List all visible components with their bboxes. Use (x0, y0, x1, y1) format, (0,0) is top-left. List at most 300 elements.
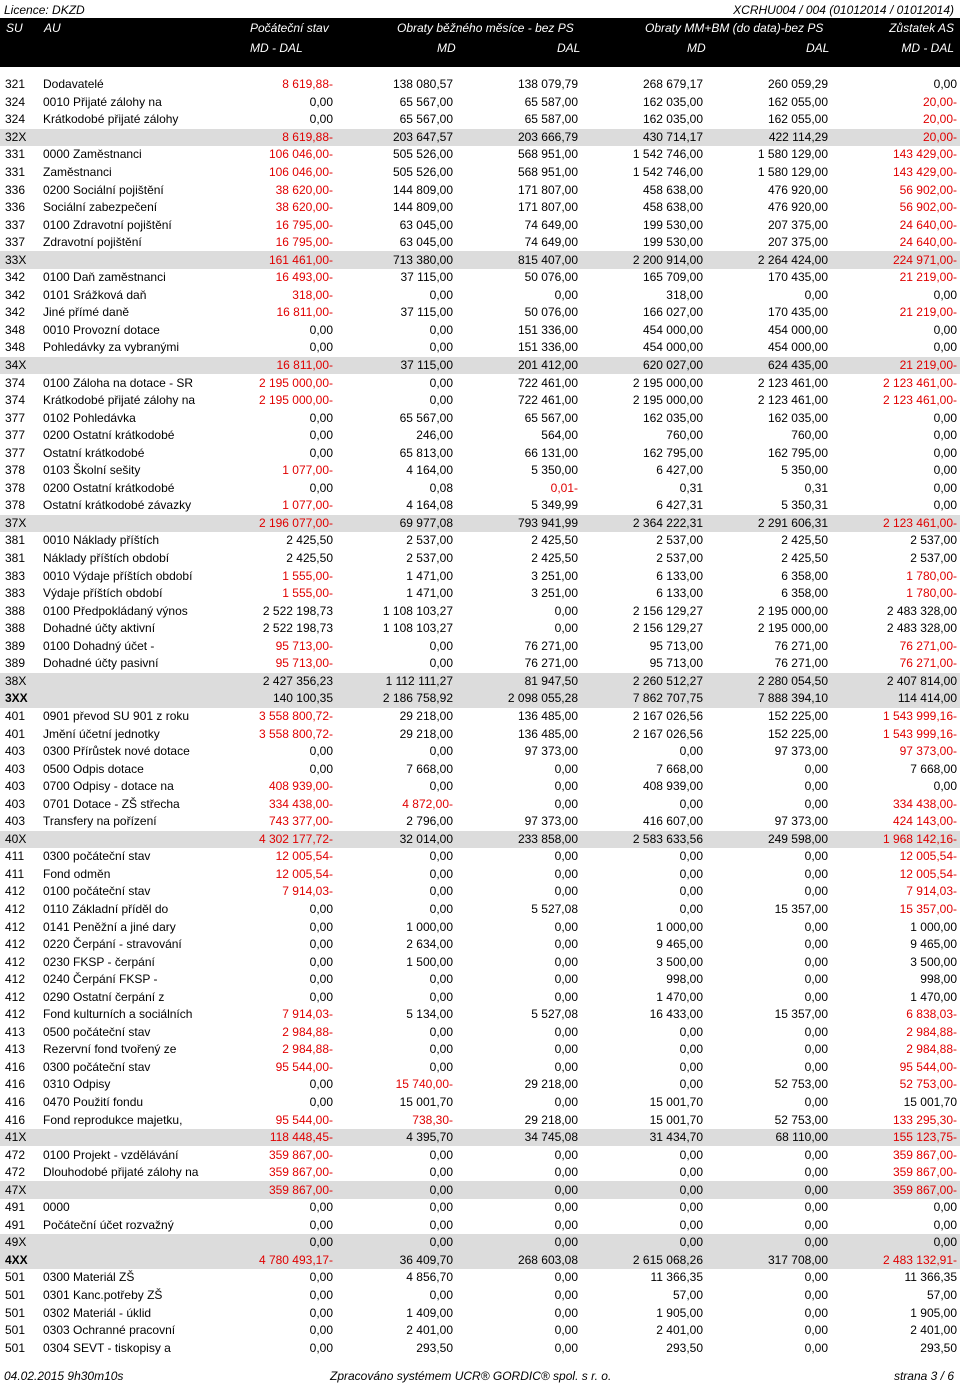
cell-cum-md: 3 500,00 (656, 954, 703, 969)
cell-account-name (40, 129, 236, 147)
cell-opening-balance: 0,00 (309, 1288, 333, 1302)
cell-opening-balance: 95 544,00- (275, 1059, 333, 1074)
cell-cum-md: 0,00 (679, 1077, 703, 1092)
cell-opening-balance: 38 620,00- (275, 182, 333, 197)
cell-su: 331 (5, 165, 26, 179)
cell-month-dal: 0,00 (554, 937, 578, 952)
cell-account-name: Jiné přímé daně (43, 305, 130, 320)
cell-su: 401 (5, 708, 26, 723)
cell-account-name (40, 1252, 236, 1270)
cell-account-name: 0302 Materiál - úklid (43, 1305, 152, 1320)
cell-closing-balance: 6 838,03- (906, 1007, 957, 1022)
cell-closing-balance: 293,50 (920, 1340, 957, 1355)
cell-cum-dal: 317 708,00 (706, 1252, 831, 1270)
cell-cum-md: 1 470,00 (656, 989, 703, 1004)
cell-closing-balance: 0,00 (933, 445, 957, 460)
cell-cum-dal: 52 753,00 (774, 1112, 828, 1127)
cell-su: 491 (5, 1217, 26, 1232)
cell-account-name: 0304 SEVT - tiskopisy a (43, 1340, 171, 1355)
cell-su: 472 (5, 1165, 26, 1180)
cell-month-dal: 0,00 (554, 1094, 578, 1109)
cell-cum-dal: 0,00 (804, 1147, 828, 1162)
cell-opening-balance: 7 914,03- (282, 884, 333, 899)
cell-cum-dal: 162 795,00 (767, 445, 828, 460)
cell-closing-balance: 24 640,00- (899, 235, 957, 250)
table-row (0, 392, 960, 410)
cell-opening-balance: 12 005,54- (275, 849, 333, 864)
cell-closing-balance: 76 271,00- (899, 656, 957, 671)
cell-cum-md: 0,00 (679, 1059, 703, 1074)
cell-month-dal: 0,00 (554, 972, 578, 987)
cell-opening-balance: 1 555,00- (282, 568, 333, 583)
cell-month-dal: 0,00 (554, 884, 578, 899)
cell-month-dal: 0,00 (554, 954, 578, 969)
cell-su: 501 (5, 1270, 26, 1285)
cell-su: 336 (5, 200, 26, 215)
table-row (0, 988, 960, 1006)
cell-opening-balance: 95 713,00- (275, 638, 333, 653)
cell-cum-dal: 1 580 129,00 (757, 165, 828, 179)
cell-month-dal: 50 076,00 (524, 305, 578, 320)
cell-su: 38X (0, 673, 40, 691)
cell-opening-balance: 743 377,00- (268, 814, 333, 829)
cell-closing-balance: 0,00 (831, 1234, 960, 1252)
cell-month-dal: 0,00 (554, 1340, 578, 1355)
cell-cum-dal: 0,00 (804, 761, 828, 776)
column-header-row (0, 18, 960, 38)
cell-closing-balance: 1 780,00- (906, 586, 957, 601)
cell-cum-md: 620 027,00 (581, 357, 706, 375)
cell-account-name: 0010 Náklady příštích (43, 533, 160, 548)
cell-closing-balance: 2 537,00 (910, 533, 957, 548)
cell-cum-md: 2 364 222,31 (581, 515, 706, 533)
cell-su: 403 (5, 814, 26, 829)
cell-closing-balance: 21 219,00- (899, 270, 957, 285)
cell-month-md: 0,00 (429, 656, 453, 671)
subtotal-row (0, 251, 960, 269)
cell-cum-md: 318,00 (666, 287, 703, 302)
cell-closing-balance: 7 668,00 (910, 761, 957, 776)
cell-account-name (40, 1129, 236, 1147)
cell-month-dal: 2 098 055,28 (456, 690, 581, 708)
cell-month-dal: 5 527,08 (531, 901, 578, 916)
cell-month-dal: 0,00 (554, 1217, 578, 1232)
cell-cum-md: 1 542 746,00 (632, 147, 703, 162)
cell-opening-balance: 140 100,35 (236, 690, 336, 708)
cell-month-md: 0,00 (429, 393, 453, 408)
cell-account-name: Fond kulturních a sociálních (43, 1007, 193, 1022)
cell-su: 377 (5, 445, 26, 460)
cell-cum-dal: 76 271,00 (774, 638, 828, 653)
cell-su: 416 (5, 1112, 26, 1127)
cell-month-dal: 0,00 (554, 1270, 578, 1285)
cell-cum-dal: 152 225,00 (767, 708, 828, 723)
cell-account-name (40, 1181, 236, 1199)
cell-closing-balance: 21 219,00- (831, 357, 960, 375)
subtotal-row (0, 1129, 960, 1147)
cell-opening-balance: 0,00 (309, 1305, 333, 1320)
cell-account-name: 0000 (43, 1200, 70, 1215)
cell-cum-dal: 0,00 (804, 1288, 828, 1302)
cell-month-dal: 34 745,08 (456, 1129, 581, 1147)
cell-opening-balance: 7 914,03- (282, 1007, 333, 1022)
cell-month-md: 0,00 (429, 322, 453, 337)
cell-opening-balance: 0,00 (309, 1270, 333, 1285)
cell-su: 342 (5, 287, 26, 302)
cell-account-name: Dlouhodobé přijaté zálohy na (43, 1165, 199, 1180)
cell-su: 342 (5, 305, 26, 320)
cell-closing-balance: 95 544,00- (899, 1059, 957, 1074)
cell-cum-md: 6 427,00 (656, 463, 703, 478)
cell-su: 501 (5, 1305, 26, 1320)
cell-account-name: Jmění účetní jednotky (43, 726, 160, 741)
cell-opening-balance: 2 522 198,73 (262, 621, 333, 636)
cell-cum-md: 16 433,00 (649, 1007, 703, 1022)
cell-cum-dal: 76 271,00 (774, 656, 828, 671)
cell-month-md: 0,00 (429, 638, 453, 653)
cell-cum-dal: 0,00 (804, 779, 828, 794)
cell-cum-dal: 162 055,00 (767, 94, 828, 109)
cell-su: 37X (0, 515, 40, 533)
cell-su: 337 (5, 217, 26, 232)
cell-closing-balance: 21 219,00- (899, 305, 957, 320)
cell-cum-dal: 0,00 (804, 796, 828, 811)
cell-opening-balance: 2 195 000,00- (258, 375, 333, 390)
report-footer (0, 1366, 960, 1386)
cell-account-name: 0700 Odpisy - dotace na (43, 779, 174, 794)
table-row (0, 795, 960, 813)
cell-month-dal: 564,00 (541, 428, 578, 443)
cell-account-name: 0230 FKSP - čerpání (43, 954, 155, 969)
report-header (0, 0, 960, 67)
cell-cum-md: 199 530,00 (642, 217, 703, 232)
subtotal-row (0, 1234, 960, 1252)
table-row (0, 1217, 960, 1235)
cell-closing-balance: 2 537,00 (910, 551, 957, 566)
cell-closing-balance: 1 968 142,16- (831, 831, 960, 849)
cell-cum-md: 0,00 (581, 1234, 706, 1252)
subtotal-row (0, 1252, 960, 1270)
cell-closing-balance: 1 470,00 (910, 989, 957, 1004)
cell-cum-dal: 6 358,00 (781, 586, 828, 601)
cell-cum-md: 0,00 (581, 1181, 706, 1199)
cell-opening-balance: 359 867,00- (236, 1181, 336, 1199)
cell-opening-balance: 3 558 800,72- (258, 708, 333, 723)
cell-month-dal: 0,00 (554, 1305, 578, 1320)
cell-account-name: Rezervní fond tvořený ze (43, 1042, 177, 1057)
cell-cum-md: 0,00 (679, 1024, 703, 1039)
cell-account-name: 0100 Zdravotní pojištění (43, 217, 172, 232)
cell-su: 377 (5, 410, 26, 425)
cell-closing-balance: 20,00- (922, 112, 957, 127)
cell-month-md: 37 115,00 (400, 305, 453, 320)
cell-month-dal: 76 271,00 (524, 638, 578, 653)
cell-cum-md: 162 035,00 (642, 112, 703, 127)
cell-closing-balance: 2 407 814,00 (831, 673, 960, 691)
cell-month-md: 7 668,00 (406, 761, 453, 776)
cell-closing-balance: 133 295,30- (892, 1112, 957, 1127)
cell-closing-balance: 0,00 (933, 779, 957, 794)
cell-month-dal: 0,00 (554, 849, 578, 864)
cell-cum-dal: 0,00 (804, 1340, 828, 1355)
cell-cum-dal: 0,00 (804, 1217, 828, 1232)
cell-month-md: 4 872,00- (402, 796, 453, 811)
cell-account-name: 0010 Provozní dotace (43, 322, 160, 337)
cell-opening-balance: 12 005,54- (275, 866, 333, 881)
cell-month-dal: 29 218,00 (524, 1112, 578, 1127)
cell-month-dal: 65 567,00 (524, 410, 578, 425)
report-id: XCRHU004 / 004 (01012014 / 01012014) (733, 3, 954, 17)
cell-su: 389 (5, 656, 26, 671)
cell-account-name: Dodavatelé (43, 77, 104, 92)
cell-month-md: 505 526,00 (392, 147, 453, 162)
cell-cum-md: 2 195 000,00 (632, 393, 703, 408)
cell-opening-balance: 118 448,45- (236, 1129, 336, 1147)
cell-closing-balance: 2 123 461,00- (831, 515, 960, 533)
cell-closing-balance: 12 005,54- (899, 849, 957, 864)
cell-opening-balance: 0,00 (309, 410, 333, 425)
cell-cum-md: 2 195 000,00 (632, 375, 703, 390)
cell-cum-dal: 0,00 (804, 1042, 828, 1057)
cell-cum-md: 408 939,00 (642, 779, 703, 794)
cell-closing-balance: 424 143,00- (892, 814, 957, 829)
cell-su: 411 (5, 849, 25, 864)
cell-cum-md: 0,00 (679, 796, 703, 811)
cell-su: 416 (5, 1094, 26, 1109)
cell-closing-balance: 76 271,00- (899, 638, 957, 653)
cell-cum-md: 165 709,00 (642, 270, 703, 285)
cell-month-md: 0,00 (429, 989, 453, 1004)
cell-month-md: 0,00 (429, 779, 453, 794)
table-row (0, 708, 960, 726)
cell-cum-md: 2 167 026,56 (632, 708, 703, 723)
cell-month-dal: 722 461,00 (517, 393, 578, 408)
cell-month-md: 4 395,70 (336, 1129, 456, 1147)
cell-account-name: 0102 Pohledávka (43, 410, 136, 425)
cell-su: 412 (5, 972, 26, 987)
cell-month-dal: 793 941,99 (456, 515, 581, 533)
cell-month-dal: 2 425,50 (531, 551, 578, 566)
col-opening: Počáteční stav (250, 21, 329, 35)
cell-month-md: 0,00 (429, 375, 453, 390)
cell-month-md: 0,00 (429, 1217, 453, 1232)
cell-su: 33X (0, 251, 40, 269)
table-row (0, 901, 960, 919)
cell-opening-balance: 4 780 493,17- (236, 1252, 336, 1270)
cell-opening-balance: 95 713,00- (275, 656, 333, 671)
cell-month-md: 37 115,00 (400, 270, 453, 285)
subtotal-row (0, 1181, 960, 1199)
cell-closing-balance: 143 429,00- (892, 147, 957, 162)
cell-account-name: 0300 počáteční stav (43, 1059, 151, 1074)
cell-cum-dal: 0,00 (804, 919, 828, 934)
table-row (0, 1059, 960, 1077)
cell-su: 337 (5, 235, 26, 250)
cell-account-name: 0100 počáteční stav (43, 884, 151, 899)
cell-closing-balance: 12 005,54- (899, 866, 957, 881)
cell-month-md: 65 567,00 (399, 112, 453, 127)
cell-cum-dal: 207 375,00 (767, 235, 828, 250)
cell-su: 501 (5, 1288, 26, 1302)
cell-su: 49X (0, 1234, 40, 1252)
cell-account-name: 0470 Použití fondu (43, 1094, 144, 1109)
cell-opening-balance: 16 795,00- (275, 217, 333, 232)
cell-month-md: 0,00 (429, 884, 453, 899)
cell-su: 501 (5, 1323, 26, 1338)
cell-cum-md: 199 530,00 (642, 235, 703, 250)
cell-cum-dal: 0,00 (804, 866, 828, 881)
cell-month-md: 293,50 (416, 1340, 453, 1355)
cell-cum-md: 162 035,00 (642, 410, 703, 425)
cell-cum-dal: 0,00 (804, 849, 828, 864)
cell-account-name (40, 673, 236, 691)
cell-month-md: 37 115,00 (336, 357, 456, 375)
sub-month-md: MD (437, 41, 456, 55)
cell-su: 413 (5, 1024, 26, 1039)
cell-opening-balance: 0,00 (309, 1200, 333, 1215)
cell-cum-dal: 0,00 (804, 1094, 828, 1109)
cell-cum-md: 2 167 026,56 (632, 726, 703, 741)
cell-opening-balance: 2 425,50 (286, 551, 333, 566)
cell-cum-dal: 2 425,50 (781, 533, 828, 548)
cell-su: 403 (5, 796, 26, 811)
cell-opening-balance: 359 867,00- (268, 1147, 333, 1162)
cell-cum-dal: 0,00 (804, 1200, 828, 1215)
table-row (0, 743, 960, 761)
cell-month-md: 0,00 (429, 1024, 453, 1039)
cell-closing-balance: 20,00- (831, 129, 960, 147)
table-row (0, 444, 960, 462)
footer-page: strana 3 / 6 (893, 1369, 954, 1383)
sub-month-dal: DAL (557, 41, 581, 55)
cell-cum-md: 162 795,00 (642, 445, 703, 460)
cell-account-name: 0200 Ostatní krátkodobé (43, 480, 175, 495)
cell-su: 40X (0, 831, 40, 849)
table-row (0, 199, 960, 217)
cell-cum-dal: 0,00 (804, 1024, 828, 1039)
cell-month-md: 713 380,00 (336, 251, 456, 269)
cell-closing-balance: 359 867,00- (892, 1165, 957, 1180)
cell-month-dal: 203 666,79 (456, 129, 581, 147)
cell-cum-dal: 52 753,00 (774, 1077, 828, 1092)
cell-su: 501 (5, 1340, 26, 1355)
cell-closing-balance: 359 867,00- (892, 1147, 957, 1162)
cell-month-dal: 268 603,08 (456, 1252, 581, 1270)
cell-month-md: 738,30- (412, 1112, 453, 1127)
cell-opening-balance: 1 555,00- (282, 586, 333, 601)
cell-month-dal: 0,00 (456, 1234, 581, 1252)
cell-cum-dal: 2 123 461,00 (757, 375, 828, 390)
cell-month-md: 32 014,00 (336, 831, 456, 849)
cell-opening-balance: 0,00 (309, 901, 333, 916)
cell-cum-md: 2 615 068,26 (581, 1252, 706, 1270)
cell-month-md: 65 567,00 (399, 94, 453, 109)
cell-cum-md: 454 000,00 (642, 322, 703, 337)
table-row (0, 76, 960, 94)
cell-account-name: Počáteční účet rozvažný (43, 1217, 174, 1232)
cell-su: 3XX (0, 690, 40, 708)
cell-account-name: 0500 počáteční stav (43, 1024, 151, 1039)
cell-cum-dal: 0,00 (706, 1234, 831, 1252)
cell-su: 32X (0, 129, 40, 147)
table-row (0, 1199, 960, 1217)
cell-closing-balance: 0,00 (933, 322, 957, 337)
cell-month-md: 4 164,08 (406, 498, 453, 513)
cell-opening-balance: 3 558 800,72- (258, 726, 333, 741)
cell-month-dal: 171 807,00 (517, 200, 578, 215)
cell-closing-balance: 7 914,03- (906, 884, 957, 899)
cell-cum-dal: 0,00 (706, 1181, 831, 1199)
table-row (0, 234, 960, 252)
cell-su: 348 (5, 322, 26, 337)
table-row (0, 655, 960, 673)
cell-month-dal: 65 587,00 (524, 94, 578, 109)
cell-cum-md: 0,00 (679, 1217, 703, 1232)
cell-su: 403 (5, 761, 26, 776)
cell-account-name: 0500 Odpis dotace (43, 761, 144, 776)
cell-cum-dal: 170 435,00 (767, 305, 828, 320)
cell-account-name: Fond reprodukce majetku, (43, 1112, 183, 1127)
cell-month-md: 15 740,00- (395, 1077, 453, 1092)
table-row (0, 848, 960, 866)
cell-month-md: 4 164,00 (406, 463, 453, 478)
cell-closing-balance: 2 984,88- (906, 1042, 957, 1057)
cell-account-name: Dohadné účty aktivní (43, 621, 156, 636)
cell-month-dal: 0,00 (554, 287, 578, 302)
table-row (0, 111, 960, 129)
cell-su: 401 (5, 726, 26, 741)
cell-su: 41X (0, 1129, 40, 1147)
cell-month-md: 2 634,00 (406, 937, 453, 952)
cell-cum-md: 6 427,31 (656, 498, 703, 513)
table-row (0, 602, 960, 620)
cell-cum-md: 11 366,35 (650, 1270, 703, 1285)
cell-cum-dal: 624 435,00 (706, 357, 831, 375)
cell-cum-md: 293,50 (666, 1340, 703, 1355)
cell-month-dal: 0,00 (554, 761, 578, 776)
table-row (0, 1076, 960, 1094)
table-row (0, 164, 960, 182)
cell-su: 403 (5, 744, 26, 759)
cell-month-dal: 29 218,00 (524, 1077, 578, 1092)
cell-account-name: 0010 Přijaté zálohy na (43, 94, 162, 109)
sub-cum-md: MD (687, 41, 706, 55)
cell-cum-dal: 0,31 (804, 480, 828, 495)
cell-opening-balance: 2 984,88- (282, 1042, 333, 1057)
cell-cum-dal: 0,00 (804, 972, 828, 987)
cell-account-name: 0100 Záloha na dotace - SR (43, 375, 194, 390)
cell-cum-dal: 0,00 (804, 1323, 828, 1338)
cell-month-md: 144 809,00 (392, 182, 453, 197)
cell-su: 412 (5, 989, 26, 1004)
cell-month-md: 0,00 (429, 1059, 453, 1074)
cell-cum-dal: 2 264 424,00 (706, 251, 831, 269)
cell-closing-balance: 24 640,00- (899, 217, 957, 232)
cell-opening-balance: 2 196 077,00- (236, 515, 336, 533)
table-row (0, 813, 960, 831)
cell-cum-md: 0,00 (679, 1042, 703, 1057)
cell-closing-balance: 2 123 461,00- (882, 393, 957, 408)
cell-cum-dal: 0,00 (804, 937, 828, 952)
subtotal-row (0, 515, 960, 533)
cell-account-name: 0300 počáteční stav (43, 849, 151, 864)
cell-month-md: 0,00 (429, 1165, 453, 1180)
cell-opening-balance: 106 046,00- (268, 147, 333, 162)
cell-su: 388 (5, 621, 26, 636)
subtotal-row (0, 690, 960, 708)
cell-opening-balance: 16 493,00- (275, 270, 333, 285)
cell-cum-md: 1 542 746,00 (632, 165, 703, 179)
